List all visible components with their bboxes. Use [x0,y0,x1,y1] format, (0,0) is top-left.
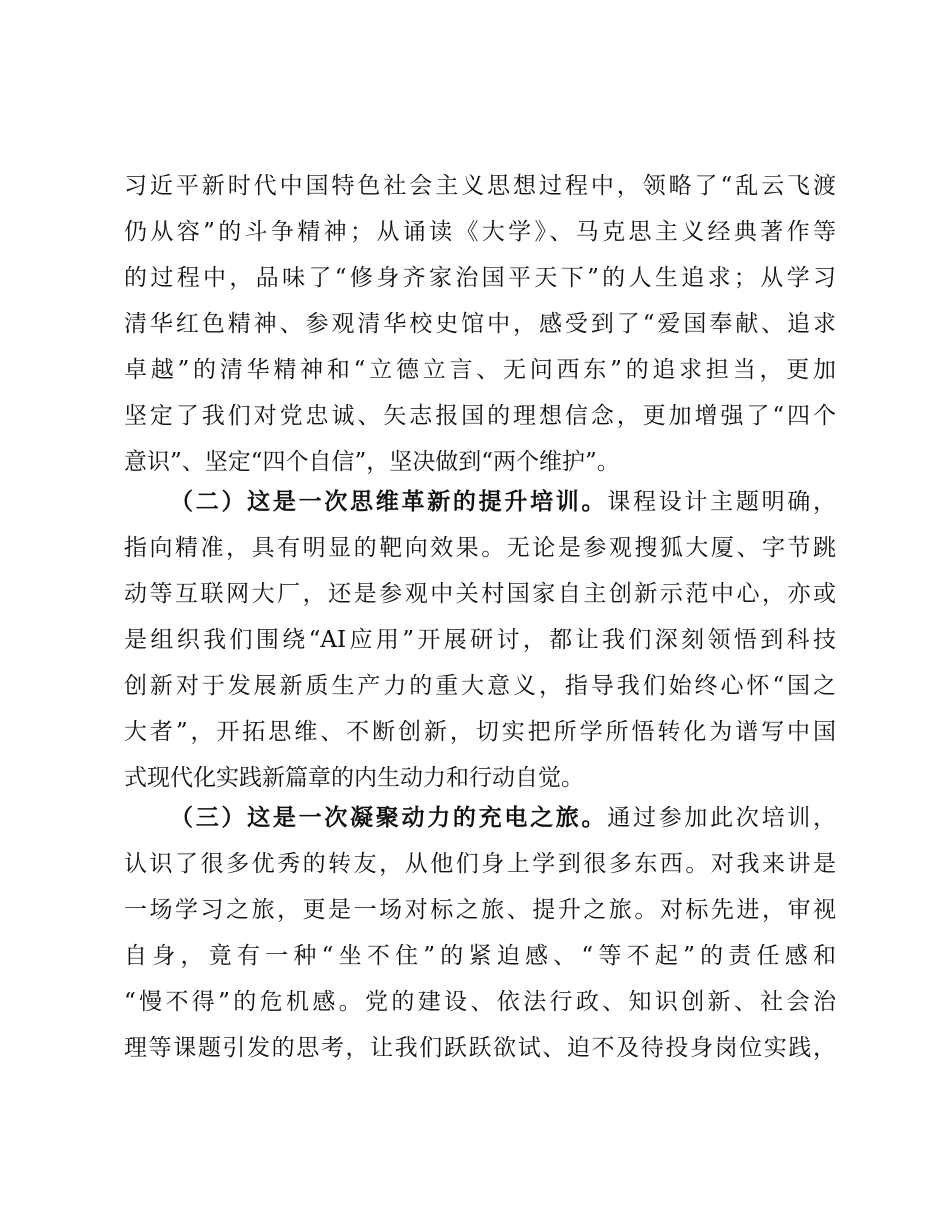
paragraph-line: 一场学习之旅，更是一场对标之旅、提升之旅。对标先进，审视 [124,897,836,923]
paragraph-line: 创新对于发展新质生产力的重大意义，指导我们始终心怀“国之 [124,673,836,699]
paragraph-line: 式现代化实践新篇章的内生动力和行动自觉。 [124,765,584,791]
paragraph-line: 意识”、坚定“四个自信”，坚决做到“两个维护”。 [124,449,620,475]
paragraph-1 [124,163,836,485]
section-heading: （二）这是一次思维革新的提升培训。 [170,488,608,515]
paragraph-line: 认识了很多优秀的转友，从他们身上学到很多东西。对我来讲是 [124,851,836,877]
paragraph-line: 的过程中，品味了“修身齐家治国平天下”的人生追求；从学习 [124,265,836,291]
paragraph-line: 指向精准，具有明显的靶向效果。无论是参观搜狐大厦、字节跳 [124,535,836,561]
paragraph-2 [124,479,836,801]
paragraph-line: 理等课题引发的思考，让我们跃跃欲试、迫不及待投身岗位实践， [124,1035,836,1061]
paragraph-line: 坚定了我们对党忠诚、矢志报国的理想信念，更加增强了“四个 [124,403,836,429]
paragraph-line: 大者”，开拓思维、不断创新，切实把所学所悟转化为谱写中国 [124,719,836,745]
paragraph-line: 是组织我们围绕“AI应用”开展研讨，都让我们深刻领悟到科技 [124,627,836,653]
paragraph-line: 自身，竟有一种“坐不住”的紧迫感、“等不起”的责任感和 [124,943,836,969]
paragraph-first-line [124,479,836,525]
paragraph-line: 仍从容”的斗争精神；从诵读《大学》、马克思主义经典著作等 [124,219,836,245]
paragraph-3 [124,795,836,1071]
heading-continuation: 课程设计主题明确， [607,489,837,515]
paragraph-line: 动等互联网大厂，还是参观中关村国家自主创新示范中心，亦或 [124,581,836,607]
paragraph-line: “慢不得”的危机感。党的建设、依法行政、知识创新、社会治 [124,989,836,1015]
paragraph-line: 卓越”的清华精神和“立德立言、无问西东”的追求担当，更加 [124,357,836,383]
paragraph-line: 习近平新时代中国特色社会主义思想过程中，领略了“乱云飞渡 [124,173,836,199]
paragraph-first-line [124,795,836,841]
section-heading: （三）这是一次凝聚动力的充电之旅。 [170,804,608,831]
paragraph-line: 清华红色精神、参观清华校史馆中，感受到了“爱国奉献、追求 [124,311,836,337]
heading-continuation: 通过参加此次培训， [607,805,837,831]
